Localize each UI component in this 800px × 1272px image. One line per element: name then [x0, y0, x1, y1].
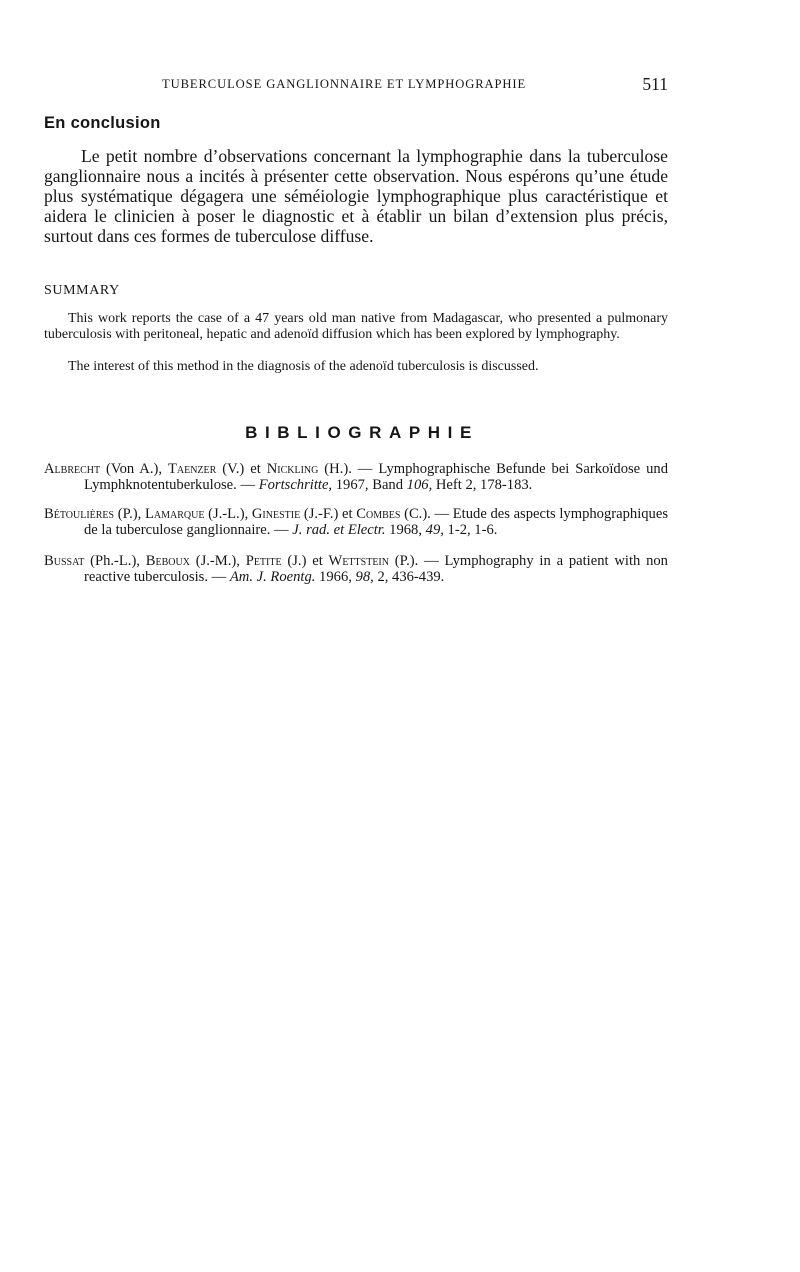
summary-heading: SUMMARY — [44, 283, 120, 298]
ref-text: (V.) et — [216, 461, 267, 477]
ref-text: 1-2, 1-6. — [443, 522, 498, 538]
author-name: Taenzer — [167, 461, 217, 477]
bibliography-entry-betoulieres — [44, 506, 668, 538]
author-name: Combes — [356, 506, 401, 522]
author-name: Lamarque — [144, 506, 205, 522]
journal-name: J. rad. et Electr. — [292, 522, 386, 538]
running-title: TUBERCULOSE GANGLIONNAIRE ET LYMPHOGRAPHIE — [162, 77, 527, 91]
volume: 106, — [406, 477, 433, 493]
volume: 98, — [355, 569, 374, 585]
ref-text: (Ph.-L.), — [84, 553, 146, 569]
ref-text: (P.), — [114, 506, 145, 522]
bibliography-entry-bussat — [44, 553, 668, 585]
conclusion-heading: En conclusion — [44, 114, 161, 132]
ref-text: (J.-M.), — [189, 553, 246, 569]
ref-text: 1966, — [315, 569, 356, 585]
ref-text: (J.-L.), — [204, 506, 252, 522]
author-name: Bétoulières — [44, 506, 115, 522]
ref-text: Heft 2, 178-183. — [432, 477, 533, 493]
ref-text: (Von A.), — [100, 461, 168, 477]
author-name: Nickling — [266, 461, 319, 477]
author-name: Wettstein — [328, 553, 389, 569]
ref-text: (P.). — Lymphography in a patient with non reactive tuberculosis. — — [84, 553, 668, 585]
ref-text: (J.) et — [281, 553, 329, 569]
page-number: 511 — [642, 74, 668, 94]
author-name: Petite — [245, 553, 282, 569]
author-name: Albrecht — [44, 461, 101, 477]
ref-text: (J.-F.) et — [300, 506, 357, 522]
ref-text: (C.). — Etude des aspects lymphographiques de la tuberculose ganglionnaire. — — [84, 506, 669, 538]
journal-name: Am. J. Roentg. — [229, 569, 316, 585]
author-name: Beboux — [145, 553, 190, 569]
bibliography-entry-albrecht — [44, 461, 668, 493]
ref-text: 2, 436-439. — [373, 569, 445, 585]
ref-text: 1968, — [385, 522, 426, 538]
ref-text: (H.). — Lymphographische Befunde bei Sarkoïdose und Lymphknotentuberkulose. — — [84, 461, 668, 493]
author-name: Bussat — [44, 553, 85, 569]
bibliography-heading: BIBLIOGRAPHIE — [245, 423, 479, 442]
ref-text: 1967, Band — [332, 477, 407, 493]
summary-paragraph-2: The interest of this method in the diagnosis of the adenoïd tuberculosis is discussed. — [68, 359, 539, 374]
author-name: Ginestie — [251, 506, 301, 522]
journal-name: Fortschritte, — [258, 477, 333, 493]
conclusion-paragraph: Le petit nombre d’observations concernant la lymphographie dans la tuberculose ganglionnaire nous a incités à présenter cette observation. Nous espérons qu’une étude plus systématique dégagera une séméiologie lymphographique plus caractéristique et aidera le clinicien à poser le diagnostic et à établir un bilan d’extension plus précis, surtout dans ces formes de tuberculose diffuse. — [44, 146, 668, 246]
summary-paragraph-1: This work reports the case of a 47 years old man native from Madagascar, who presented a pulmonary tuberculosis with peritoneal, hepatic and adenoïd diffusion which has been explored by lymphography. — [44, 311, 668, 342]
volume: 49, — [425, 522, 444, 538]
